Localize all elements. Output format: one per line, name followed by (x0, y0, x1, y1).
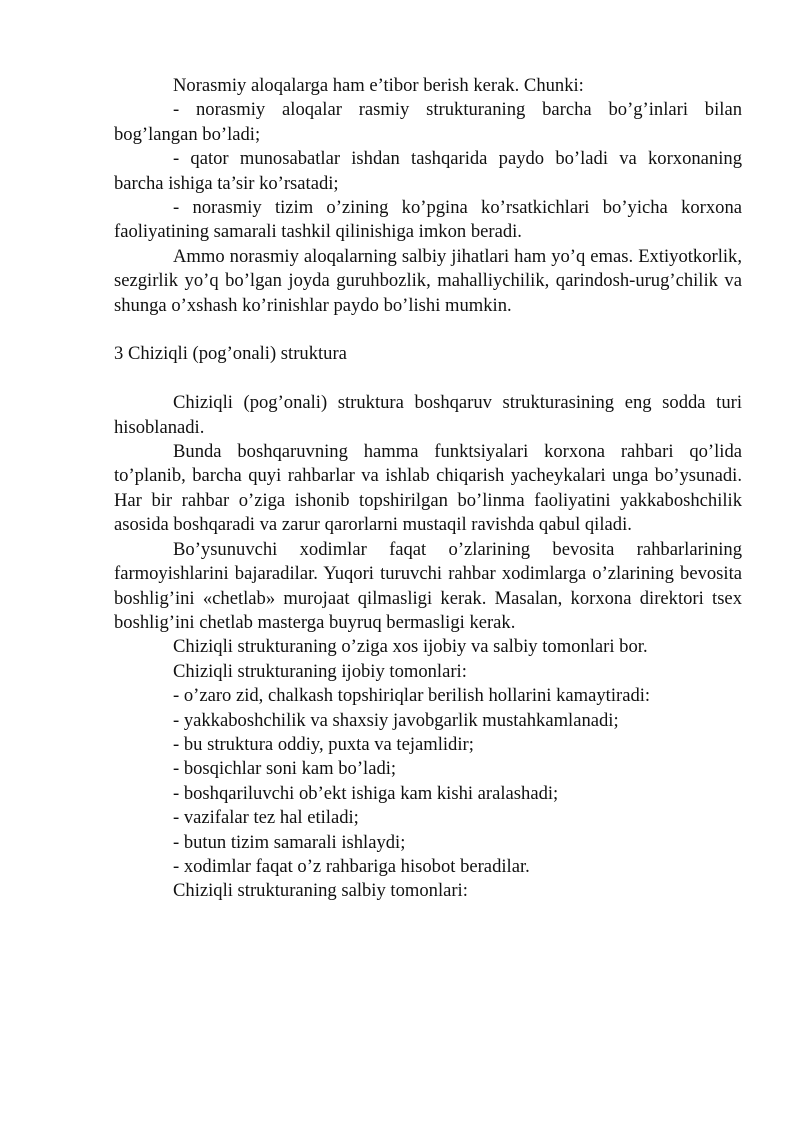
section-paragraph: Chiziqli strukturaning o’ziga xos ijobiy va salbiy tomonlari bor. (173, 636, 648, 658)
negatives-heading: Chiziqli strukturaning salbiy tomonlari: (173, 880, 468, 902)
intro-closing-paragraph: Ammo norasmiy aloqalarning salbiy jihatlari ham yo’q emas. Extiyotkorlik, sezgirlik yo’q bo’lgan joyda guruhbozlik, mahalliychilik, qarindosh-urug’chilik va shunga o’xshash ko’rinishlar paydo bo’lishi mumkin. (114, 245, 742, 316)
intro-list-item: - norasmiy aloqalar rasmiy strukturaning barcha bo’g’inlari bilan bog’langan bo’ladi; (114, 99, 742, 145)
positive-list-item: - butun tizim samarali ishlaydi; (173, 831, 406, 853)
positive-list-item: - xodimlar faqat o’z rahbariga hisobot beradilar. (173, 855, 530, 877)
positive-list-item: - o’zaro zid, chalkash topshiriqlar berilish hollarini kamaytiradi: (173, 685, 651, 707)
positive-list-item: - vazifalar tez hal etiladi; (173, 807, 359, 829)
positive-list-item: - bosqichlar soni kam bo’ladi; (173, 758, 397, 780)
intro-list-item: - norasmiy tizim o’zining ko’pgina ko’rsatkichlari bo’yicha korxona faoliyatining samarali tashkil qilinishiga imkon beradi. (114, 197, 742, 243)
positive-list-item: - yakkaboshchilik va shaxsiy javobgarlik mustahkamlanadi; (173, 709, 619, 731)
section-paragraph: Bo’ysunuvchi xodimlar faqat o’zlarining bevosita rahbarlarining farmoyishlarini bajaradilar. Yuqori turuvchi rahbar xodimlarga o’zlarining bevosita boshlig’ini «chetlab» murojaat qilmasligi kerak. Masalan, korxona direktori tsex boshlig’ini chetlab masterga buyruq bermasligi kerak. (114, 538, 742, 633)
section-heading: 3 Chiziqli (pog’onali) struktura (114, 343, 347, 365)
intro-lead: Norasmiy aloqalarga ham e’tibor berish kerak. Chunki: (173, 75, 584, 96)
positive-list-item: - bu struktura oddiy, puxta va tejamlidir; (173, 733, 474, 755)
positive-list-item: - boshqariluvchi ob’ekt ishiga kam kishi aralashadi; (173, 782, 559, 804)
positives-heading: Chiziqli strukturaning ijobiy tomonlari: (173, 660, 467, 682)
section-paragraph: Chiziqli (pog’onali) struktura boshqaruv strukturasining eng sodda turi hisoblanadi. (114, 392, 742, 438)
section-paragraph: Bunda boshqaruvning hamma funktsiyalari korxona rahbari qo’lida to’planib, barcha quyi rahbarlar va ishlab chiqarish yacheykalari unga bo’ysunadi. Har bir rahbar o’ziga ishonib topshirilgan bo’linma faoliyatini yakkaboshchilik asosida boshqaradi va zarur qarorlarni mustaqil ravishda qabul qiladi. (114, 441, 742, 536)
intro-list-item: - qator munosabatlar ishdan tashqarida paydo bo’ladi va korxonaning barcha ishiga ta’sir ko’rsatadi; (114, 148, 742, 194)
document-page (114, 74, 742, 904)
